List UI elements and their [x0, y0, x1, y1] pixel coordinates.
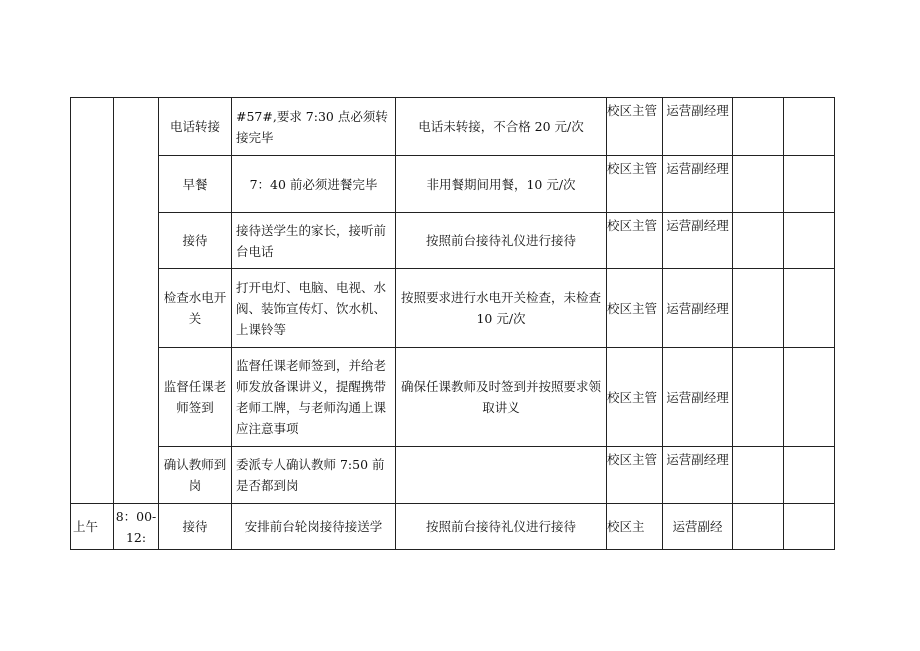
blank-cell [733, 348, 784, 447]
section-cell [71, 98, 114, 504]
item-cell: 早餐 [159, 156, 232, 213]
blank-cell [733, 447, 784, 504]
blank-cell [784, 447, 835, 504]
responsible-cell: 校区主 [607, 504, 663, 550]
section-cell: 上午 [71, 504, 114, 550]
blank-cell [733, 98, 784, 156]
supervisor-cell: 运营副经理 [663, 156, 733, 213]
table-row [71, 98, 835, 156]
standard-cell [396, 447, 607, 504]
requirement-cell: 7：40 前必须进餐完毕 [232, 156, 396, 213]
standard-cell: 按照前台接待礼仪进行接待 [396, 213, 607, 269]
time-cell [114, 98, 159, 504]
blank-cell [784, 269, 835, 348]
requirement-cell: 打开电灯、电脑、电视、水阀、装饰宣传灯、饮水机、上课铃等 [232, 269, 396, 348]
item-cell: 接待 [159, 504, 232, 550]
blank-cell [784, 213, 835, 269]
blank-cell [733, 213, 784, 269]
standard-cell: 确保任课教师及时签到并按照要求领取讲义 [396, 348, 607, 447]
responsible-cell: 校区主管 [607, 348, 663, 447]
blank-cell [733, 269, 784, 348]
responsible-cell: 校区主管 [607, 447, 663, 504]
table-row [71, 213, 835, 269]
table-row [71, 156, 835, 213]
requirement-cell: #57#,要求 7:30 点必须转接完毕 [232, 98, 396, 156]
responsible-cell: 校区主管 [607, 213, 663, 269]
table-row [71, 447, 835, 504]
blank-cell [784, 348, 835, 447]
standard-cell: 按照前台接待礼仪进行接待 [396, 504, 607, 550]
item-cell: 电话转接 [159, 98, 232, 156]
supervisor-cell: 运营副经理 [663, 98, 733, 156]
table-row [71, 504, 835, 550]
supervisor-cell: 运营副经理 [663, 269, 733, 348]
item-cell: 确认教师到岗 [159, 447, 232, 504]
supervisor-cell: 运营副经理 [663, 213, 733, 269]
supervisor-cell: 运营副经理 [663, 348, 733, 447]
table-row [71, 269, 835, 348]
standard-cell: 非用餐期间用餐，10 元/次 [396, 156, 607, 213]
responsible-cell: 校区主管 [607, 98, 663, 156]
duty-table [70, 97, 835, 550]
blank-cell [784, 504, 835, 550]
time-cell: 8：00-12: [114, 504, 159, 550]
standard-cell: 按照要求进行水电开关检查，未检查 10 元/次 [396, 269, 607, 348]
item-cell: 接待 [159, 213, 232, 269]
requirement-cell: 监督任课老师签到，并给老师发放备课讲义，提醒携带老师工牌，与老师沟通上课应注意事项 [232, 348, 396, 447]
blank-cell [784, 98, 835, 156]
blank-cell [733, 156, 784, 213]
table-row [71, 348, 835, 447]
standard-cell: 电话未转接，不合格 20 元/次 [396, 98, 607, 156]
item-cell: 监督任课老师签到 [159, 348, 232, 447]
responsible-cell: 校区主管 [607, 156, 663, 213]
requirement-cell: 安排前台轮岗接待接送学 [232, 504, 396, 550]
blank-cell [784, 156, 835, 213]
requirement-cell: 接待送学生的家长，接听前台电话 [232, 213, 396, 269]
supervisor-cell: 运营副经理 [663, 447, 733, 504]
item-cell: 检查水电开关 [159, 269, 232, 348]
requirement-cell: 委派专人确认教师 7:50 前是否都到岗 [232, 447, 396, 504]
blank-cell [733, 504, 784, 550]
responsible-cell: 校区主管 [607, 269, 663, 348]
supervisor-cell: 运营副经 [663, 504, 733, 550]
